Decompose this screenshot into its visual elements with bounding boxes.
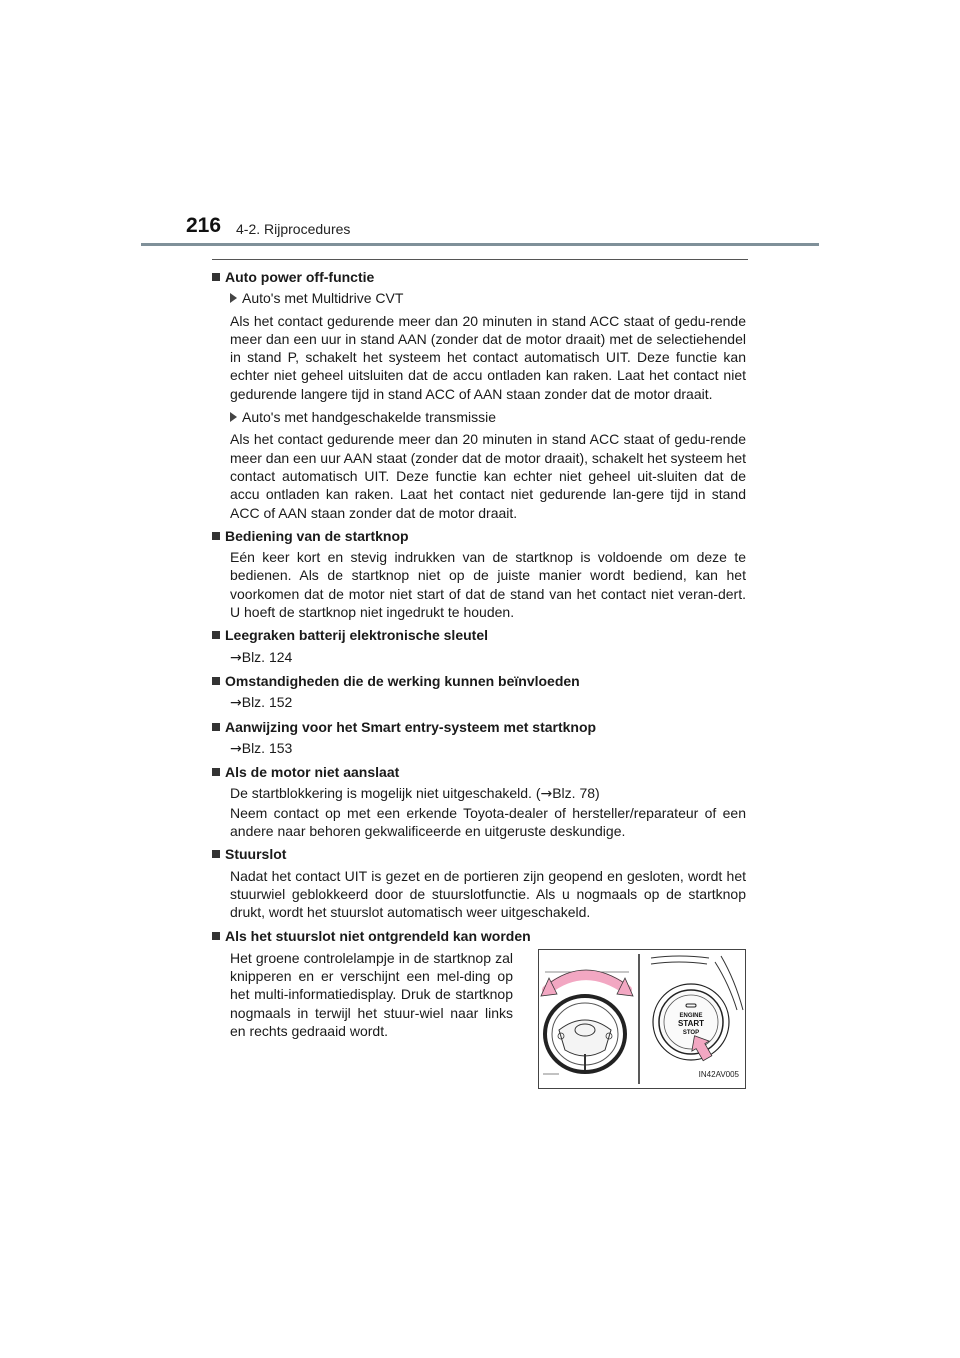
section-heading	[212, 763, 746, 781]
paragraph: Neem contact op met een erkende Toyota-dealer of hersteller/reparateur of een andere naar behoren gekwalificeerde en uitgeruste deskundige.	[230, 804, 746, 840]
subsection-heading	[230, 289, 746, 307]
square-bullet-icon	[212, 631, 220, 639]
page-reference	[212, 648, 746, 667]
square-bullet-icon	[212, 723, 220, 731]
arrow-right-icon: →	[230, 649, 242, 666]
paragraph: Eén keer kort en stevig indrukken van de startknop is voldoende om deze te bedienen. Als de startknop niet op de juiste manier wordt bediend, kan het voorkomen dat de motor niet start of dat de stand van het contact niet veran-dert. U hoeft de startknop niet ingedrukt te houden.	[230, 549, 746, 621]
steering-illustration	[538, 949, 746, 1089]
content-top-rule	[212, 259, 748, 260]
triangle-bullet-icon	[230, 293, 237, 303]
section-heading	[212, 845, 746, 863]
section-heading	[212, 626, 746, 644]
section-omstandigheden	[212, 672, 746, 713]
page-number: 216	[186, 214, 222, 237]
button-label-start: START	[677, 1018, 705, 1028]
arrow-right-icon: →	[540, 786, 553, 803]
paragraph: Als het contact gedurende meer dan 20 minuten in stand ACC staat of gedu-rende meer dan een uur in stand AAN (zonder dat de motor draait) met de selectiehendel in stand P, schakelt het systeem het contact automatisch UIT. Deze functie kan echter niet geheel uitsluiten dat de accu ontladen kan raken. Laat het contact niet gedurende langere tijd in stand ACC of AAN staan zonder dat de motor draait.	[230, 312, 746, 402]
section-title: 4-2. Rijprocedures	[236, 221, 351, 237]
subsection-heading	[230, 408, 746, 426]
button-label-engine: ENGINE	[679, 1012, 703, 1019]
arrow-right-icon: →	[230, 740, 242, 757]
page-reference-link[interactable]: Blz. 152	[241, 694, 293, 711]
section-startknop	[212, 527, 746, 621]
square-bullet-icon	[212, 273, 220, 281]
section-heading	[212, 718, 746, 736]
paragraph: Het groene controlelampje in de startknop zal knipperen en er verschijnt een mel-ding op het multi-informatiedisplay. Druk de startknop nogmaals in terwijl het stuur-wiel naar links en rechts gedraaid wordt.	[230, 949, 513, 1039]
square-bullet-icon	[212, 532, 220, 540]
button-label-stop: STOP	[682, 1029, 700, 1036]
text-run: )	[595, 785, 600, 802]
text-run: De startblokkering is mogelijk niet uitgeschakeld. (	[230, 785, 541, 802]
triangle-bullet-icon	[230, 412, 237, 422]
section-heading-text: Als het stuurslot niet ontgrendeld kan worden	[225, 927, 531, 944]
subsection-label: Auto's met handgeschakelde transmissie	[242, 409, 497, 426]
square-bullet-icon	[212, 850, 220, 858]
section-smart-entry	[212, 718, 746, 759]
section-heading	[212, 527, 746, 545]
page-reference-link[interactable]: Blz. 153	[241, 739, 293, 756]
paragraph: Nadat het contact UIT is gezet en de portieren zijn geopend en gesloten, wordt het stuurwiel geblokkeerd door de stuurslotfunctie. Als u nogmaals op de startknop drukt, wordt het stuurslot automatisch weer uitgeschakeld.	[230, 867, 746, 921]
square-bullet-icon	[212, 768, 220, 776]
header-divider	[141, 243, 819, 246]
arrow-right-icon: →	[230, 695, 242, 712]
page-reference-link[interactable]: Blz. 78	[552, 785, 596, 802]
section-heading-text: Auto power off-functie	[225, 269, 375, 285]
subsection-label: Auto's met Multidrive CVT	[242, 290, 404, 307]
paragraph: Als het contact gedurende meer dan 20 minuten in stand ACC staat of gedu-rende meer dan een uur AAN staat (zonder dat de motor draait), schakelt het systeem het contact automatisch UIT. Deze functie kan echter niet geheel uit-sluiten dat de accu ontladen kan raken. Laat het contact niet gedurende lan-gere tijd in stand ACC of AAN staan zonder dat de motor draait.	[230, 431, 746, 521]
page-reference-link[interactable]: Blz. 124	[241, 648, 293, 665]
square-bullet-icon	[212, 677, 220, 685]
section-stuurslot	[212, 845, 746, 921]
page-reference	[212, 739, 746, 758]
figure-code: IN42AV005	[698, 1069, 739, 1079]
section-heading-text: Bediening van de startknop	[225, 527, 409, 544]
section-stuurslot-ontgrendelen	[212, 927, 746, 1089]
section-batterij	[212, 626, 746, 667]
section-heading-text: Stuurslot	[225, 846, 287, 863]
section-auto-power-off	[212, 268, 746, 522]
section-heading-text: Als de motor niet aanslaat	[225, 764, 400, 781]
section-heading	[212, 672, 746, 690]
section-motor-niet-aanslaat	[212, 763, 746, 840]
page-reference	[212, 693, 746, 712]
section-heading-text: Omstandigheden die de werking kunnen beïnvloeden	[225, 672, 580, 689]
section-heading-text: Leegraken batterij elektronische sleutel	[225, 627, 488, 644]
section-heading	[212, 268, 746, 286]
paragraph	[230, 784, 746, 803]
page-content	[212, 265, 746, 1091]
square-bullet-icon	[212, 932, 220, 940]
section-heading	[212, 927, 746, 945]
section-heading-text: Aanwijzing voor het Smart entry-systeem met startknop	[225, 718, 597, 735]
